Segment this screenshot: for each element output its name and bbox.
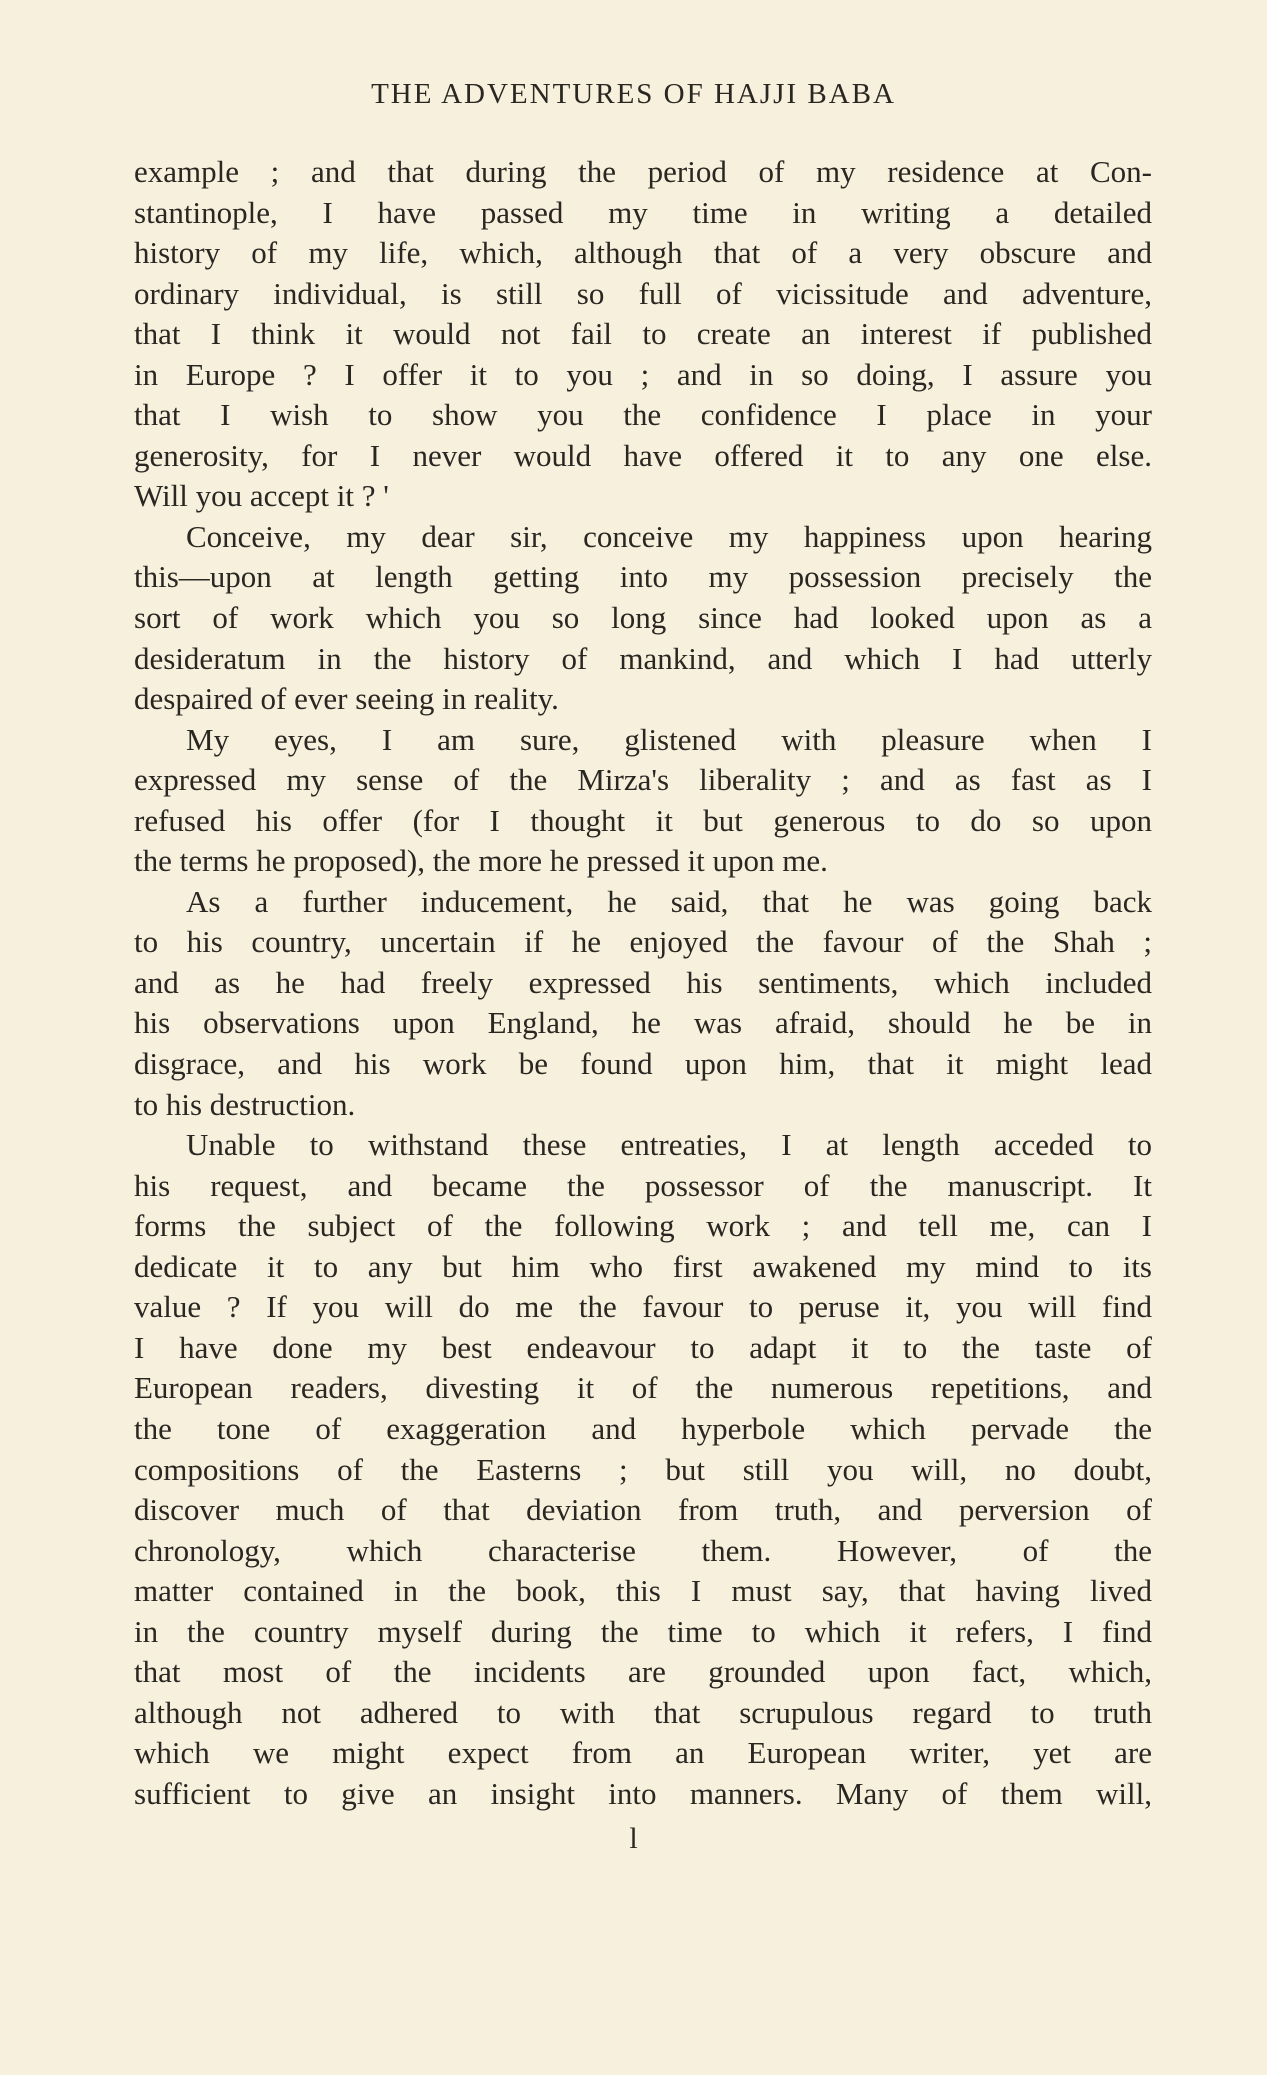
text-line: generosity, for I never would have offered it to any one else. [134,437,1152,473]
text-line: to his country, uncertain if he enjoyed the favour of the Shah ; [134,924,1152,960]
text-line: Conceive, my dear sir, conceive my happiness upon hearing [186,518,1152,554]
text-line: Unable to withstand these entreaties, I at length acceded to [186,1127,1152,1163]
text-line: forms the subject of the following work ; and tell me, can I [134,1208,1152,1244]
running-head: THE ADVENTURES OF HAJJI BABA [371,78,896,110]
text-line: stantinople, I have passed my time in writing a detailed [134,194,1152,230]
text-line: dedicate it to any but him who first awakened my mind to its [134,1248,1152,1284]
text-line: matter contained in the book, this I must say, that having lived [134,1573,1152,1609]
text-line: As a further inducement, he said, that he was going back [186,883,1152,919]
text-line: sort of work which you so long since had looked upon as a [134,600,1152,636]
text-line: in the country myself during the time to which it refers, I find [134,1613,1152,1649]
text-line: example ; and that during the period of my residence at Con- [134,154,1152,189]
text-line: that I wish to show you the confidence I place in your [134,397,1152,433]
text-line: sufficient to give an insight into manners. Many of them will, [134,1775,1152,1811]
text-line: value ? If you will do me the favour to peruse it, you will find [134,1289,1152,1325]
text-line: ordinary individual, is still so full of vicissitude and adventure, [134,275,1152,311]
text-line: the tone of exaggeration and hyperbole which pervade the [134,1410,1152,1446]
text-line: compositions of the Easterns ; but still you will, no doubt, [134,1451,1152,1487]
text-line: the terms he proposed), the more he pressed it upon me. [134,843,828,879]
text-line: that I think it would not fail to create an interest if published [134,316,1152,352]
text-line: this—upon at length getting into my possession precisely the [134,559,1152,595]
text-line: although not adhered to with that scrupulous regard to truth [134,1694,1152,1730]
text-line: despaired of ever seeing in reality. [134,681,559,717]
page-number: l [629,1822,638,1855]
text-line: to his destruction. [134,1086,356,1122]
text-line: history of my life, which, although that of a very obscure and [134,235,1152,271]
text-line: chronology, which characterise them. However, of the [134,1532,1152,1568]
text-line: discover much of that deviation from truth, and perversion of [134,1492,1152,1528]
text-line: European readers, divesting it of the numerous repetitions, and [134,1370,1152,1406]
text-line: that most of the incidents are grounded upon fact, which, [134,1654,1152,1690]
text-line: expressed my sense of the Mirza's liberality ; and as fast as I [134,762,1152,798]
text-line: his request, and became the possessor of the manuscript. It [134,1167,1152,1203]
text-line: which we might expect from an European writer, yet are [134,1735,1152,1771]
text-line: desideratum in the history of mankind, and which I had utterly [134,640,1152,676]
text-line: I have done my best endeavour to adapt it to the taste of [134,1329,1152,1365]
text-line: and as he had freely expressed his sentiments, which included [134,964,1152,1000]
text-line: in Europe ? I offer it to you ; and in so doing, I assure you [134,356,1152,392]
text-line: his observations upon England, he was afraid, should he be in [134,1005,1152,1041]
text-line: refused his offer (for I thought it but generous to do so upon [134,802,1152,838]
text-line: disgrace, and his work be found upon him, that it might lead [134,1046,1152,1082]
text-line: My eyes, I am sure, glistened with pleasure when I [186,721,1152,757]
text-line: Will you accept it ? ' [134,478,389,514]
body-text [134,152,1152,1814]
